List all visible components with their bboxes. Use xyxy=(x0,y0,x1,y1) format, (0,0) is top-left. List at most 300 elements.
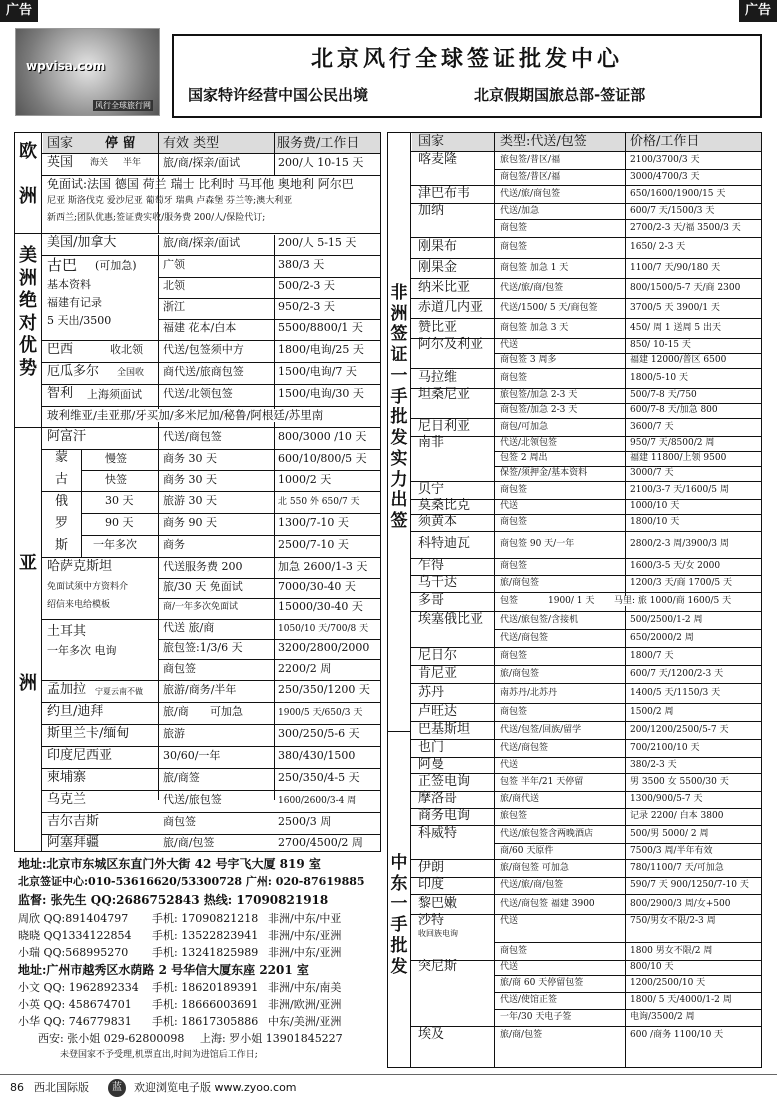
cell: 全国收 xyxy=(117,368,145,378)
visa-type: 代送/旅包签/含接机 xyxy=(500,614,579,625)
cell: 5500/8800/1 天 xyxy=(278,321,363,334)
country: 柬埔寨 xyxy=(47,770,87,785)
row-line xyxy=(410,575,761,576)
visa-type: 一年/30 天电子签 xyxy=(500,1012,572,1022)
visa-type: 旅/商 60 天停留包签 xyxy=(500,978,584,988)
visa-type: 代送/商包签 xyxy=(500,632,549,643)
price: 590/7 天 900/1250/7-10 天 xyxy=(630,880,749,890)
row-line xyxy=(494,466,761,467)
cell: 海关 xyxy=(90,158,109,168)
cell: 500/2-3 天 xyxy=(278,279,335,292)
cell: 旅游 30 天 xyxy=(163,494,217,507)
contact-phone: 手机: 13522823941 xyxy=(152,929,259,942)
row-line xyxy=(410,683,761,684)
cell: 快签 xyxy=(105,473,127,486)
header-cell: 类型:代送/包签 xyxy=(500,134,587,149)
row-line xyxy=(410,757,761,758)
country: 古 xyxy=(55,472,69,487)
row-line xyxy=(410,258,761,259)
row-line xyxy=(494,843,761,844)
row-line xyxy=(410,791,761,792)
price: 1650/ 2-3 天 xyxy=(630,242,686,252)
cell-note: 免面试须中方资料介 xyxy=(47,582,129,592)
band-europe: 欧 洲 xyxy=(19,141,37,207)
country: 正签电询 xyxy=(418,773,471,789)
row-line xyxy=(410,318,761,319)
cell: 3200/2800/2000 xyxy=(278,641,370,654)
country: 印度 xyxy=(418,877,445,892)
band-asia: 亚 xyxy=(19,553,37,574)
visa-type: 代送/1500/ 5 天/商包签 xyxy=(500,302,598,313)
price: 2100/3-7 天/1600/5 周 xyxy=(630,484,729,495)
country: 刚果金 xyxy=(418,259,458,275)
row-line xyxy=(15,233,380,234)
price: 850/ 10-15 天 xyxy=(630,340,691,350)
country: 土耳其 xyxy=(47,624,87,639)
cell: 90 天 xyxy=(105,516,134,529)
band-americas: 美 洲 绝 对 优 势 xyxy=(19,245,37,379)
cell: 30/60/一年 xyxy=(163,749,221,762)
cell: 30 天 xyxy=(105,494,134,507)
country: 阿曼 xyxy=(418,756,445,772)
cell: (可加急) xyxy=(95,259,137,272)
cell: 福建 花本/白本 xyxy=(163,321,237,334)
contact-region: 非洲/中东/亚洲 xyxy=(268,929,342,942)
cell-note: 绍信来电给模板 xyxy=(47,600,111,610)
cell: 旅/30 天 免面试 xyxy=(163,580,243,593)
country: 斯里兰卡/缅甸 xyxy=(47,726,130,741)
address-guangzhou: 地址:广州市越秀区水荫路 2 号华信大厦东座 2201 室 xyxy=(18,963,309,977)
cell-note: 基本资料 xyxy=(47,278,91,291)
cell: 商/一年多次免面试 xyxy=(163,602,239,612)
cell-note: 免面试:法国 德国 荷兰 瑞士 比利时 马耳他 奥地利 阿尔巴 xyxy=(47,177,354,191)
price: 800/1500/5-7 天/商 2300 xyxy=(630,282,741,293)
row-line xyxy=(494,403,761,404)
country: 巴基斯坦 xyxy=(418,721,471,737)
price: 650/1600/1900/15 天 xyxy=(630,188,726,199)
price: 700/2100/10 天 xyxy=(630,742,700,753)
row-line xyxy=(410,558,761,559)
row-line xyxy=(41,406,380,407)
price: 1800 男女不限/2 周 xyxy=(630,945,713,956)
price: 1200/3 天/商 1700/5 天 xyxy=(630,578,732,588)
contact-phone: 手机: 18666003691 xyxy=(152,998,259,1011)
row-line xyxy=(158,578,380,579)
brand-mark-icon: 蓝 xyxy=(108,1079,126,1097)
country: 孟加拉 xyxy=(47,682,87,697)
contact-phone: 手机: 13241825989 xyxy=(152,946,259,959)
left-band-divider xyxy=(41,133,42,851)
cell: 商包签 xyxy=(163,815,196,828)
cell: 商包签 xyxy=(163,662,196,675)
row-line xyxy=(410,960,761,961)
col-divider xyxy=(81,491,82,557)
contact-name: 小华 QQ: 746779831 xyxy=(18,1015,132,1028)
row-line xyxy=(410,825,761,826)
row-line xyxy=(41,790,380,791)
row-line xyxy=(41,491,380,492)
right-band-divider xyxy=(410,133,411,1067)
price: 1600/3-5 天/女 2000 xyxy=(630,561,721,571)
cell: 商务 30 天 xyxy=(163,473,217,486)
right-price-table xyxy=(387,132,762,1068)
visa-type: 旅/商包签 xyxy=(500,668,540,679)
price: 1400/5 天/1150/3 天 xyxy=(630,687,721,698)
country: 加纳 xyxy=(418,202,445,218)
country: 俄 xyxy=(55,494,69,509)
cell: 代送/商包签 xyxy=(163,430,222,443)
contact-region: 中东/美洲/亚洲 xyxy=(268,1015,342,1028)
cell: 商代送/旅商包签 xyxy=(163,365,244,378)
cell: 1500/电询/30 天 xyxy=(278,387,364,400)
country: 纳米比亚 xyxy=(418,279,471,295)
cell: 1050/10 天/700/8 天 xyxy=(278,624,369,634)
contact-name: 小瑞 QQ:568995270 xyxy=(18,946,129,959)
cell: 7000/30-40 天 xyxy=(278,580,356,593)
country: 乌克兰 xyxy=(47,792,87,807)
price: 福建 11800/上领 9500 xyxy=(630,453,727,463)
country: 乌干达 xyxy=(418,575,458,590)
country: 黎巴嫩 xyxy=(418,895,458,911)
country: 乍得 xyxy=(418,558,445,573)
visa-type: 商包签 xyxy=(500,706,528,717)
price: 1100/7 天/90/180 天 xyxy=(630,262,721,273)
cell: 1900/5 天/650/3 天 xyxy=(278,708,363,718)
visa-type: 商包签 xyxy=(500,372,528,383)
row-line xyxy=(41,724,380,725)
magazine-name: 西北国际版 xyxy=(34,1081,89,1094)
visa-type: 代送/旅包签含两晚酒店 xyxy=(500,828,594,839)
country: 埃塞俄比亚 xyxy=(418,611,484,627)
country: 阿富汗 xyxy=(47,429,87,444)
header-cell: 国家 xyxy=(418,134,445,149)
row-line xyxy=(81,470,380,471)
row-line xyxy=(41,557,380,558)
supervisor: 监督: 张先生 QQ:2686752843 热线: 17090821918 xyxy=(18,893,329,907)
cell: 200/人 10-15 天 xyxy=(278,156,364,169)
row-line xyxy=(41,153,380,154)
cell: 上海须面试 xyxy=(87,388,142,401)
cell: 1300/7-10 天 xyxy=(278,516,349,529)
visa-type: 商包签 xyxy=(500,945,528,956)
band-middle-east: 中 东 一 手 批 发 xyxy=(390,853,408,977)
cell: 代送/旅包签 xyxy=(163,793,222,806)
country: 埃及 xyxy=(418,1026,445,1042)
cell: 北 550 外 650/7 天 xyxy=(278,497,360,507)
row-line xyxy=(494,451,761,452)
visa-type: 代送 xyxy=(500,340,519,350)
cell: 广领 xyxy=(163,258,185,271)
price: 600/7 天/1500/3 天 xyxy=(630,205,715,216)
price: 800/10 天 xyxy=(630,962,674,972)
visa-type: 代送/旅/商包签 xyxy=(500,188,561,199)
price: 950/7 天/8500/2 周 xyxy=(630,438,715,448)
visa-type: 商包签 xyxy=(500,650,528,661)
header-line-1: 国家特许经营中国公民出境 xyxy=(188,86,369,104)
address-beijing: 地址:北京市东城区东直门外大街 42 号宇飞大厦 819 室 xyxy=(18,857,321,871)
row-line xyxy=(494,629,761,630)
price: 500/2500/1-2 周 xyxy=(630,614,703,625)
visa-type: 保签/须押金/基本资料 xyxy=(500,468,588,478)
country: 津巴布韦 xyxy=(418,185,471,201)
row-line xyxy=(158,298,380,299)
cell: 250/350/1200 天 xyxy=(278,683,370,696)
price: 2100/3700/3 天 xyxy=(630,154,700,165)
contact-name: 周欣 QQ:891404797 xyxy=(18,912,129,925)
row-line xyxy=(41,768,380,769)
visa-type: 商包签 xyxy=(500,561,528,571)
country: 尼日尔 xyxy=(418,647,458,663)
price: 1000/10 天 xyxy=(630,501,680,511)
row-line xyxy=(41,384,380,385)
visa-type: 商/60 天原件 xyxy=(500,845,554,856)
country: 多哥 xyxy=(418,593,445,608)
contact-phone: 手机: 18620189391 xyxy=(152,981,259,994)
country: 英国 xyxy=(47,155,74,170)
country: 贝宁 xyxy=(418,481,445,497)
cell: 商务 30 天 xyxy=(163,452,217,465)
row-line xyxy=(41,619,380,620)
country: 尼日利亚 xyxy=(418,418,471,434)
country: 也门 xyxy=(418,739,445,755)
price: 1900/ 1 天 xyxy=(548,596,595,606)
country: 哈萨克斯坦 xyxy=(47,559,113,574)
row-line xyxy=(158,639,380,640)
cell: 300/250/5-6 天 xyxy=(278,727,360,740)
country: 古巴 xyxy=(47,256,78,274)
row-line xyxy=(158,277,380,278)
price: 1800/10 天 xyxy=(630,517,680,527)
contact-name: 晓晓 QQ1334122854 xyxy=(18,929,132,942)
visa-type: 代送 xyxy=(500,759,519,770)
visa-type: 代送/商包签 xyxy=(500,742,549,753)
price: 1800/ 5 天/4000/1-2 周 xyxy=(630,995,732,1005)
cell: 1800/电询/25 天 xyxy=(278,343,364,356)
row-line xyxy=(41,449,380,450)
notice: 未登国家不予受理,机票直出,时间为进馆后工作日; xyxy=(60,1050,258,1060)
price: 1800/5-10 天 xyxy=(630,372,689,383)
cell: 800/3000 /10 天 xyxy=(278,430,367,443)
cell: 代送/包签须中方 xyxy=(163,343,244,356)
country: 莫桑比克 xyxy=(418,498,471,513)
row-line xyxy=(410,859,761,860)
price: 1300/900/5-7 天 xyxy=(630,794,703,804)
country: 须黄本 xyxy=(418,514,458,529)
country: 科特迪瓦 xyxy=(418,536,471,551)
country: 沙特 xyxy=(418,913,445,928)
visa-type: 旅包签/普区/福 xyxy=(500,154,561,165)
header-cell: 有效 类型 xyxy=(163,136,220,151)
ad-tag-left: 广告 xyxy=(0,0,38,22)
cell: 旅游/商务/半年 xyxy=(163,683,237,696)
visa-type: 商包签 90 天/一年 xyxy=(500,539,575,549)
row-line xyxy=(410,703,761,704)
visa-type: 商包签 加急 3 天 xyxy=(500,322,569,333)
row-line xyxy=(81,513,380,514)
visa-type: 旅包签 xyxy=(500,811,528,821)
cell: 加急 2600/1-3 天 xyxy=(278,560,368,573)
cell: 慢签 xyxy=(105,452,127,465)
contact-region: 非洲/欧洲/亚洲 xyxy=(268,998,342,1011)
row-line xyxy=(410,894,761,895)
country: 赤道几内亚 xyxy=(418,299,484,315)
band-line xyxy=(388,731,410,732)
contact-shanghai: 上海: 罗小姐 13901845227 xyxy=(200,1032,343,1045)
cell-note: 福建有记录 xyxy=(47,296,102,309)
cell: 北领 xyxy=(163,279,185,292)
price: 3000/7 天 xyxy=(630,468,674,478)
page-number: 86 xyxy=(10,1081,24,1094)
price: 7500/3 周/半年有效 xyxy=(630,845,713,856)
country: 约旦/迪拜 xyxy=(47,704,104,719)
cell: 200/人 5-15 天 xyxy=(278,236,357,249)
country: 苏丹 xyxy=(418,684,445,700)
logo xyxy=(15,28,160,116)
price: 3700/5 天 3900/1 天 xyxy=(630,302,720,313)
country: 商务电询 xyxy=(418,808,471,823)
price: 电询/3500/2 周 xyxy=(630,1012,695,1022)
country: 马拉维 xyxy=(418,369,458,385)
country: 卢旺达 xyxy=(418,703,458,719)
header-cell: 停 留 xyxy=(105,136,136,151)
cell-note: 5 天出/3500 xyxy=(47,314,112,327)
country: 厄瓜多尔 xyxy=(47,364,100,379)
row-line xyxy=(158,659,380,660)
cell: 一年多次 xyxy=(93,538,137,551)
cell: 旅游 xyxy=(163,727,185,740)
cell: 380/3 天 xyxy=(278,258,325,271)
visa-type: 商包签 xyxy=(500,517,528,527)
price: 380/2-3 天 xyxy=(630,759,677,770)
visa-type: 代送/旅/商/包签 xyxy=(500,282,564,293)
price: 650/2000/2 周 xyxy=(630,632,694,643)
left-col-divider xyxy=(274,153,275,175)
visa-type: 代送 xyxy=(500,962,519,972)
price: 600 /商务 1100/10 天 xyxy=(630,1029,724,1040)
row-line xyxy=(410,368,761,369)
cell: 可加急 xyxy=(210,705,243,718)
country: 印度尼西亚 xyxy=(47,748,113,763)
cell: 2500/7-10 天 xyxy=(278,538,349,551)
row-line xyxy=(410,203,761,204)
row-line xyxy=(410,298,761,299)
price: 2800/2-3 周/3900/3 周 xyxy=(630,539,729,549)
row-line xyxy=(41,362,380,363)
cell: 950/2-3 天 xyxy=(278,300,335,313)
footer xyxy=(0,1074,777,1100)
visa-type: 代送/包签/回族/留学 xyxy=(500,724,582,735)
country: 摩洛哥 xyxy=(418,791,458,806)
cell: 代送服务费 200 xyxy=(163,560,243,573)
cell-note: 玻利维亚/圭亚那/牙买加/多米尼加/秘鲁/阿根廷/苏里南 xyxy=(47,409,377,422)
cell: 商务 90 天 xyxy=(163,516,217,529)
row-line xyxy=(410,436,761,437)
visa-type: 商包/可加急 xyxy=(500,421,549,432)
country-note: 收回族电询 xyxy=(418,929,458,938)
row-line xyxy=(41,680,380,681)
footer-line xyxy=(0,1074,777,1075)
ad-tag-right: 广告 xyxy=(739,0,777,22)
row-line xyxy=(158,598,380,599)
country: 喀麦隆 xyxy=(418,151,458,167)
row-line xyxy=(410,592,761,593)
cell: 1500/电询/7 天 xyxy=(278,365,357,378)
country: 吉尔吉斯 xyxy=(47,814,100,829)
price: 500/男 5000/ 2 周 xyxy=(630,828,709,839)
row-line xyxy=(410,151,761,152)
visa-type: 旅/商/包签 xyxy=(500,1029,543,1040)
price: 男 3500 女 5500/30 天 xyxy=(630,776,729,787)
row-line xyxy=(410,739,761,740)
price: 马里: 旅 1000/商 1600/5 天 xyxy=(614,596,732,606)
country: 蒙 xyxy=(55,450,69,465)
left-price-table xyxy=(14,132,381,852)
contact-region: 非洲/中东/南美 xyxy=(268,981,342,994)
row-line xyxy=(410,665,761,666)
contact-name: 小英 QQ: 458674701 xyxy=(18,998,132,1011)
country: 肯尼亚 xyxy=(418,665,458,681)
price: 450/ 周 1 送周 5 出天 xyxy=(630,322,721,333)
cell: 380/430/1500 xyxy=(278,749,356,762)
row-line xyxy=(41,746,380,747)
row-line xyxy=(410,647,761,648)
country: 突尼斯 xyxy=(418,959,458,974)
header-cell: 国家 xyxy=(47,136,74,151)
header-cell: 服务费/工作日 xyxy=(277,136,360,151)
country: 刚果布 xyxy=(418,239,458,254)
visa-type: 代送/北领包签 xyxy=(500,438,558,448)
price: 3000/4700/3 天 xyxy=(630,171,700,182)
visa-type: 商包签 xyxy=(500,484,528,495)
row-line xyxy=(81,535,380,536)
cell: 商务 xyxy=(163,538,185,551)
cell: 收北领 xyxy=(110,343,143,356)
cell-note: 一年多次 电询 xyxy=(47,644,117,657)
visa-type: 商包签 xyxy=(500,222,528,233)
row-line xyxy=(41,175,380,176)
price: 780/1100/7 天/可加急 xyxy=(630,862,724,873)
cell: 旅/商 xyxy=(163,705,189,718)
footer-link[interactable]: 欢迎浏览电子版 www.zyoo.com xyxy=(134,1081,297,1094)
cell: 1600/2600/3-4 周 xyxy=(278,796,357,806)
cell: 15000/30-40 天 xyxy=(278,600,363,613)
cell: 半年 xyxy=(123,158,142,168)
visa-type: 代送 xyxy=(500,501,519,511)
visa-type: 包签 半年/21 天停留 xyxy=(500,776,584,787)
visa-type: 旅包签/加急 2-3 天 xyxy=(500,390,578,400)
price: 3600/7 天 xyxy=(630,421,674,432)
visa-type: 商包签/普区/福 xyxy=(500,171,561,182)
cell-note: 新西兰;团队优惠;签证费实收/服务费 200/人/保险代订; xyxy=(47,213,266,223)
header-line-2: 北京假期国旅总部-签证部 xyxy=(474,86,646,104)
country: 巴西 xyxy=(47,342,74,357)
visa-type: 代送/旅/商/包签 xyxy=(500,880,564,890)
visa-type: 代送/使馆正签 xyxy=(500,995,558,1005)
cell: 250/350/4-5 天 xyxy=(278,771,360,784)
visa-type: 商包签 加急 1 天 xyxy=(500,262,569,273)
row-line xyxy=(410,531,761,532)
country: 科威特 xyxy=(418,825,458,841)
row-line xyxy=(494,169,761,170)
cell: 2700/4500/2 周 xyxy=(278,836,363,849)
cell: 浙江 xyxy=(163,300,185,313)
page-title: 北京风行全球签证批发中心 xyxy=(310,47,623,72)
row-line xyxy=(494,219,761,220)
cell: 旅/商/探亲/面试 xyxy=(163,236,241,249)
visa-type: 旅/商包签 可加急 xyxy=(500,862,569,873)
header-box xyxy=(172,34,762,118)
price: 200/1200/2500/5-7 天 xyxy=(630,724,729,735)
